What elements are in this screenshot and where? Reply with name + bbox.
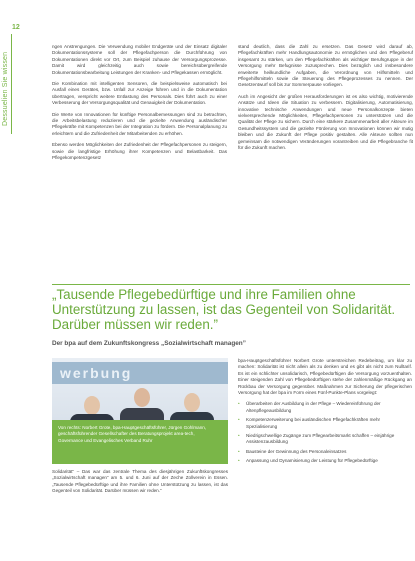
left-paragraph: Die Werte von Innovationen für künftige Personalbemessungen sind zu betrachten, die Arbeitsbelastung reduzieren und die gezielte Anwendung ausländischer Pflegekräfte mit Kompetenzen bei der Integration zu fördern. Die Personalplanung zu erleichtern und die Zufriedenheit der Mitarbeitenden zu erhöhen. (52, 111, 227, 136)
article-subheading: Der bpa auf dem Zukunftskongress „Sozialwirtschaft managen” (52, 340, 246, 347)
right-paragraph: Auch im Angesicht der großen Herausforderungen ist es also wichtig, motivierende Ansätze und Ideen die Situation zu verbessern. Digitalisierung, Automatisierung, innovative technische Anwendungen und neue Personalkonzepte bieten vielversprechende Möglichkeiten, Pflegefachpersonen zu unterstützen und die Qualität der Pflege zu sichern. Durch eine stärkere Zusammenarbeit aller Akteure im Gesundheitssystem und die gezielte Förderung von Innovationen können wir mutig bleiben und die Zukunft der Pflege positiv gestalten. Alle Akteure sollten nun gemeinsam die notwendigen Veränderungen vorantreiben und die Pflegebranche fit für die Zukunft machen. (238, 93, 413, 151)
quote-divider (52, 284, 410, 285)
page-number: 12 (12, 24, 20, 31)
list-item: • Bausteine der Gewinnung des Personaleinsatzes (238, 449, 412, 455)
left-paragraph: Die Kombination mit intelligenten Sensoren, die beispielsweise automatisch bei Ausfall eines Gerätes, bzw. Unfall zur Anzeige führen und in die Dokumentation übertragen, verspricht weitere Entlastung des Personals. Dies führt auch zu einer Verbesserung der Versorgungsqualität und Genauigkeit der Dokumentation. (52, 81, 227, 106)
photo-backdrop-banner: werbung (52, 362, 228, 384)
side-section-label: Dessuelien Sie wissen (2, 51, 9, 126)
pull-quote: „Tausende Pflegebedürftige und ihre Familien ohne Unterstützung zu lassen, ist das Gegenteil von Solidarität. Darüber müssen wir reden.” (52, 287, 396, 332)
left-paragraph: ngen Anstrengungen. Die Verwendung mobiler Endgeräte und der Einsatz digitaler Dokumentationssysteme soll der Pflegefachperson die Durchführung von Dokumentationen direkt vor Ort, zum Beispiel zuhause der Versorgungsprozesse. Damit wird gleichzeitig auch sowie bereichsübergreifende Dokumentationsbearbeitung Leistungen der Kranken- und Pflegekassen ermöglicht. (52, 44, 227, 75)
right-column (238, 44, 413, 157)
five-point-plan-list (238, 401, 412, 464)
left-paragraph: Ebenso werden Möglichkeiten der Zufriedenheit der Pflegefachpersonen zu steigern, sowie die langfristige Erhöhung ihrer Kompetenzen und Belastbarkeit. Das Pflegekompetenzgesetz (52, 142, 227, 161)
bottom-left-paragraph: Solidarität” – Das war das zentrale Thema des diesjährigen Zukunftskongresses „Sozialwirtschaft managen” am 5. und 6. Juni auf der Zeche Zollverein in Essen. „Tausende Pflegebedürftige und ihre Familien ohne Unterstützung zu lassen, ist das Gegenteil von Solidarität. Darüber müssen wir reden.” (52, 469, 228, 494)
list-item: • Kompetenzerweiterung bei ausländischen Pflegefachkräften mehr Spezialisierung (238, 417, 412, 430)
left-column (52, 44, 227, 167)
list-item: • Anpassung und Dynamisierung der Leistung für Pflegebedürftige (238, 458, 412, 464)
list-item: • Überarbeiten der Ausbildung in der Pflege – Wiedereinführung der Altenpflegeausbildung (238, 401, 412, 414)
bottom-right-text (238, 358, 412, 468)
bottom-left-text (52, 469, 228, 500)
photo-caption: Von rechts: Norbert Grote, bpa-Hauptgeschäftsführer, Jürgen Gohlmann, geschäftsführender Gesellschafter des Beratungsprojekt area-tech, Governance und Evangelisches Verband Ruhr (58, 425, 207, 443)
bottom-right-intro: bpa-Hauptgeschäftsführer Norbert Grote unterstreichen Redebeitrag, um klar zu machen: Solidarität ist nicht allein als zu denken und es gibt als nicht zum Nulltarif. Es ist ein schlichter unsolidarisch, Pflegebedürftigen die Versorgung vorzuenthalten. Einer steigenden Zahl von Pflegebedürftigen stehe der zahlenmäßige Rückgang an Rückbau der Versorgung gegenüber. Maßnahmen zur Sicherung der pflegerischen Versorgung hat der bpa im Form eines Fünf-Punkte-Plans vorgelegt: (238, 358, 412, 396)
photo-caption-box (52, 420, 228, 464)
list-item: • Niedrigschwellige Zugänge zum Pflegearbeitsmarkt schaffen – einjährige Assistenzausbildung (238, 433, 412, 446)
right-paragraph: stand deutlich, dass die Zahl zu ersetzen. Das Gesetz wird darauf ab, Pflegefachkräften mehr Handlungsautonomie zu ermöglichen und den Pflegeberuf insgesamt zu stärken, um den Pflegefachkräften als wichtiger Berufsgruppe in der Versorgung mehr Befugnisse zuzusprechen. Dies bezüglich und insbesondere erweiterte heilkundliche Aufgaben, die Verordnung von Hilfsmitteln und Pflegehilfsmitteln sowie die Steuerung des Pflegeprozesses zu nennen. Der Gesetzentwurf soll bis zur Sommerpause vorliegen. (238, 44, 413, 88)
